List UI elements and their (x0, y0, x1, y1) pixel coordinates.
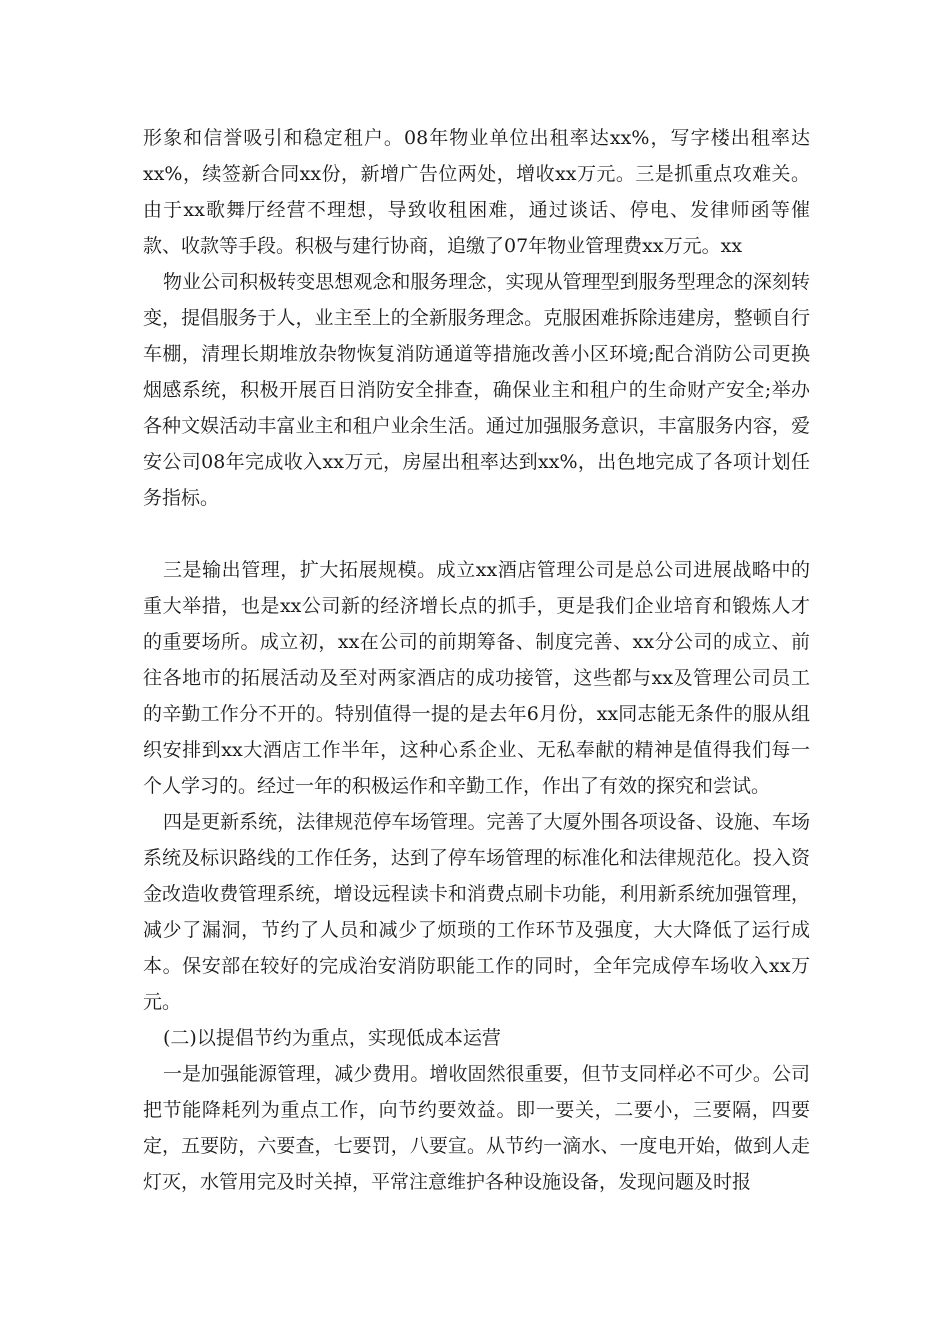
section-heading-cost-saving: (二)以提倡节约为重点，实现低成本运营 (163, 1027, 501, 1049)
paragraph-rental-summary: 形象和信誉吸引和稳定租户。08年物业单位出租率达xx%，写字楼出租率达xx%，续签新合同xx份，新增广告位两处，增收xx万元。三是抓重点攻难关。由于xx歌舞厅经营不理想，导致收租困难，通过谈话、停电、发律师函等催款、收款等手段。积极与建行协商，追缴了07年物业管理费xx万元。xx (143, 127, 810, 257)
paragraph-property-service: 物业公司积极转变思想观念和服务理念，实现从管理型到服务型理念的深刻转变，提倡服务于人，业主至上的全新服务理念。克服困难拆除违建房，整顿自行车棚，清理长期堆放杂物恢复消防通道等措施改善小区环境;配合消防公司更换烟感系统，积极开展百日消防安全排查，确保业主和租户的生命财产安全;举办各种文娱活动丰富业主和租户业余生活。通过加强服务意识，丰富服务内容，爱安公司08年完成收入xx万元，房屋出租率达到xx%，出色地完成了各项计划任务指标。 (143, 271, 810, 509)
document-body (143, 120, 810, 1200)
paragraph-parking-system: 四是更新系统，法律规范停车场管理。完善了大厦外围各项设备、设施、车场系统及标识路线的工作任务，达到了停车场管理的标准化和法律规范化。投入资金改造收费管理系统，增设远程读卡和消费点刷卡功能，利用新系统加强管理，减少了漏洞，节约了人员和减少了烦琐的工作环节及强度，大大降低了运行成本。保安部在较好的完成治安消防职能工作的同时，全年完成停车场收入xx万元。 (143, 811, 810, 1013)
paragraph-output-management: 三是输出管理，扩大拓展规模。成立xx酒店管理公司是总公司进展战略中的重大举措，也是xx公司新的经济增长点的抓手，更是我们企业培育和锻炼人才的重要场所。成立初，xx在公司的前期筹备、制度完善、xx分公司的成立、前往各地市的拓展活动及至对两家酒店的成功接管，这些都与xx及管理公司员工的辛勤工作分不开的。特别值得一提的是去年6月份，xx同志能无条件的服从组织安排到xx大酒店工作半年，这种心系企业、无私奉献的精神是值得我们每一个人学习的。经过一年的积极运作和辛勤工作，作出了有效的探究和尝试。 (143, 559, 810, 797)
paragraph-energy-management: 一是加强能源管理，减少费用。增收固然很重要，但节支同样必不可少。公司把节能降耗列为重点工作，向节约要效益。即一要关，二要小，三要隔，四要定，五要防，六要查，七要罚，八要宣。从节约一滴水、一度电开始，做到人走灯灭，水管用完及时关掉，平常注意维护各种设施设备，发现问题及时报 (143, 1063, 810, 1193)
